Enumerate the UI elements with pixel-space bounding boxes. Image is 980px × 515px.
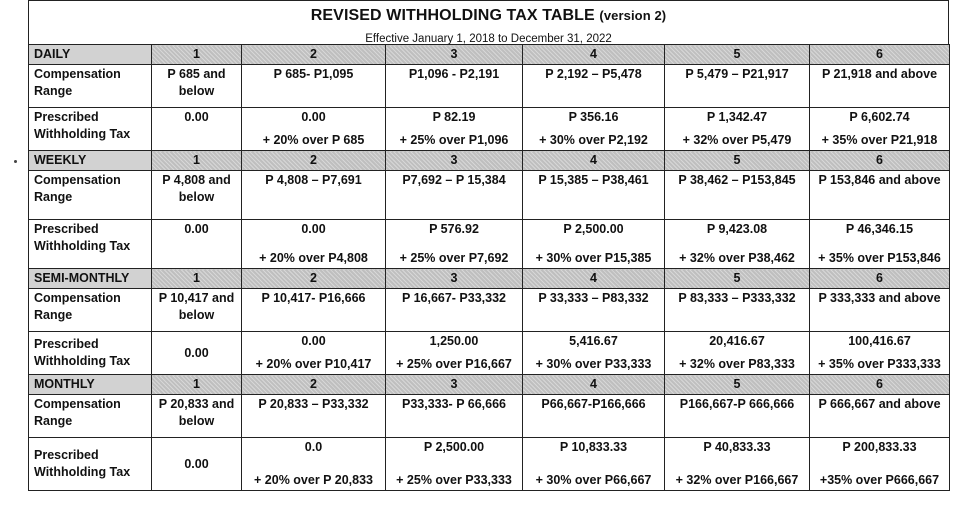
withholding-tax-row bbox=[29, 438, 950, 491]
compensation-range-cell: P 16,667- P33,332 bbox=[386, 289, 523, 332]
label-line-1: Compensation bbox=[34, 397, 121, 411]
tax-formula bbox=[526, 439, 661, 489]
compensation-range-cell: P66,667-P166,666 bbox=[523, 395, 665, 438]
tax-formula bbox=[389, 221, 519, 267]
withholding-tax-cell bbox=[523, 220, 665, 269]
tax-base: P 46,346.15 bbox=[845, 222, 914, 236]
withholding-tax-cell bbox=[386, 108, 523, 151]
compensation-range-cell: P 5,479 – P21,917 bbox=[665, 65, 810, 108]
withholding-tax-cell bbox=[810, 438, 950, 491]
tax-formula bbox=[245, 109, 382, 149]
compensation-range-cell: P33,333- P 66,666 bbox=[386, 395, 523, 438]
bracket-number: 2 bbox=[242, 375, 386, 395]
bracket-number: 5 bbox=[665, 151, 810, 171]
withholding-tax-cell bbox=[810, 332, 950, 375]
withholding-tax-cell bbox=[665, 108, 810, 151]
tax-rate: + 32% over P83,333 bbox=[679, 357, 795, 371]
bracket-number: 3 bbox=[386, 269, 523, 289]
tax-rate: + 30% over P33,333 bbox=[535, 357, 652, 371]
tax-base: P 10,833.33 bbox=[559, 440, 628, 454]
bracket-number: 6 bbox=[810, 151, 950, 171]
bracket-number: 5 bbox=[665, 269, 810, 289]
tax-base: 0.00 bbox=[301, 222, 326, 236]
section-header-monthly bbox=[29, 375, 950, 395]
bracket-number: 6 bbox=[810, 375, 950, 395]
tax-formula bbox=[389, 333, 519, 373]
label-line-2: Range bbox=[34, 190, 73, 204]
tax-base: P 82.19 bbox=[432, 110, 476, 124]
tax-rate: + 30% over P66,667 bbox=[535, 473, 652, 487]
compensation-range-row bbox=[29, 65, 950, 108]
withholding-tax-cell bbox=[810, 108, 950, 151]
tax-base: 0.00 bbox=[184, 456, 209, 471]
tax-base: P 6,602.74 bbox=[849, 110, 910, 124]
withholding-tax-row bbox=[29, 332, 950, 375]
section-name: WEEKLY bbox=[29, 151, 152, 171]
compensation-range-cell: P 20,833 – P33,332 bbox=[242, 395, 386, 438]
tax-formula bbox=[245, 333, 382, 373]
compensation-range-cell: P 33,333 – P83,332 bbox=[523, 289, 665, 332]
compensation-range-row bbox=[29, 171, 950, 220]
bracket-number: 5 bbox=[665, 45, 810, 65]
bracket-number: 1 bbox=[152, 151, 242, 171]
tax-rate: + 20% over P4,808 bbox=[259, 251, 368, 265]
withholding-tax-cell bbox=[523, 108, 665, 151]
withholding-tax-cell bbox=[810, 220, 950, 269]
compensation-range-cell: P 333,333 and above bbox=[810, 289, 950, 332]
withholding-tax-cell bbox=[152, 438, 242, 491]
tax-base: P 1,342.47 bbox=[706, 110, 768, 124]
bracket-number: 4 bbox=[523, 375, 665, 395]
compensation-range-cell: P 38,462 – P153,845 bbox=[665, 171, 810, 220]
tax-formula bbox=[813, 221, 946, 267]
label-line-2: Withholding Tax bbox=[34, 465, 131, 479]
compensation-range-cell: P 21,918 and above bbox=[810, 65, 950, 108]
tax-rate: + 25% over P1,096 bbox=[399, 133, 509, 147]
tax-base: P 2,500.00 bbox=[423, 440, 485, 454]
tax-base: P 9,423.08 bbox=[706, 222, 768, 236]
withholding-tax-cell bbox=[523, 438, 665, 491]
compensation-range-cell: P 153,846 and above bbox=[810, 171, 950, 220]
label-line-1: Prescribed bbox=[34, 222, 99, 236]
bracket-number: 2 bbox=[242, 45, 386, 65]
title-box bbox=[28, 0, 949, 44]
title-text: REVISED WITHHOLDING TAX TABLE bbox=[310, 7, 595, 24]
tax-base: 0.00 bbox=[184, 110, 209, 124]
tax-formula bbox=[526, 109, 661, 149]
bracket-number: 3 bbox=[386, 375, 523, 395]
tax-base: 0.00 bbox=[301, 110, 326, 124]
label-line-1: Prescribed bbox=[34, 110, 99, 124]
tax-rate: + 35% over P153,846 bbox=[818, 251, 941, 265]
label-line-2: Range bbox=[34, 414, 73, 428]
tax-rate: + 35% over P21,918 bbox=[821, 133, 938, 147]
tax-rate: + 25% over P7,692 bbox=[399, 251, 509, 265]
compensation-range-cell: P 685- P1,095 bbox=[242, 65, 386, 108]
withholding-tax-label bbox=[29, 438, 152, 491]
effective-date: Effective January 1, 2018 to December 31, 2022 bbox=[365, 33, 612, 45]
compensation-range-row bbox=[29, 289, 950, 332]
withholding-tax-table bbox=[28, 44, 950, 491]
compensation-range-cell: P 2,192 – P5,478 bbox=[523, 65, 665, 108]
version-text: (version 2) bbox=[599, 8, 667, 23]
tax-base: 0.0 bbox=[304, 440, 323, 454]
withholding-tax-cell bbox=[386, 220, 523, 269]
label-line-2: Withholding Tax bbox=[34, 127, 131, 141]
bracket-number: 1 bbox=[152, 269, 242, 289]
tax-rate: + 30% over P2,192 bbox=[539, 133, 648, 147]
tax-base: P 356.16 bbox=[568, 110, 619, 124]
compensation-range-cell: P 685 and below bbox=[152, 65, 242, 108]
tax-base: 1,250.00 bbox=[429, 334, 479, 348]
tax-formula bbox=[813, 333, 946, 373]
tax-base: 0.00 bbox=[301, 334, 326, 348]
label-line-2: Range bbox=[34, 308, 73, 322]
bracket-number: 1 bbox=[152, 45, 242, 65]
tax-formula bbox=[526, 333, 661, 373]
compensation-range-cell: P 15,385 – P38,461 bbox=[523, 171, 665, 220]
withholding-tax-cell bbox=[152, 108, 242, 151]
tax-formula bbox=[813, 439, 946, 489]
tax-base: P 576.92 bbox=[429, 222, 479, 236]
label-line-2: Withholding Tax bbox=[34, 354, 131, 368]
compensation-range-cell: P 4,808 and below bbox=[152, 171, 242, 220]
section-header-daily bbox=[29, 45, 950, 65]
bracket-number: 2 bbox=[242, 269, 386, 289]
tax-rate: + 20% over P 685 bbox=[262, 133, 365, 147]
withholding-tax-label bbox=[29, 332, 152, 375]
tax-rate: + 30% over P15,385 bbox=[535, 251, 652, 265]
tax-base: P 40,833.33 bbox=[703, 440, 771, 454]
compensation-range-cell: P 10,417 and below bbox=[152, 289, 242, 332]
withholding-tax-cell bbox=[242, 108, 386, 151]
label-line-2: Withholding Tax bbox=[34, 239, 131, 253]
tax-rate: + 25% over P33,333 bbox=[396, 473, 512, 487]
bracket-number: 4 bbox=[523, 269, 665, 289]
bracket-number: 3 bbox=[386, 45, 523, 65]
page-title bbox=[29, 7, 948, 25]
tax-formula bbox=[389, 109, 519, 149]
compensation-range-label bbox=[29, 65, 152, 108]
withholding-tax-cell bbox=[665, 332, 810, 375]
bracket-number: 3 bbox=[386, 151, 523, 171]
withholding-tax-cell bbox=[242, 220, 386, 269]
tax-formula bbox=[668, 333, 806, 373]
tax-rate: +35% over P666,667 bbox=[819, 473, 940, 487]
tax-formula bbox=[526, 221, 661, 267]
tax-rate: + 25% over P16,667 bbox=[396, 357, 512, 371]
tax-rate: + 32% over P166,667 bbox=[675, 473, 799, 487]
label-line-2: Range bbox=[34, 84, 73, 98]
withholding-tax-cell bbox=[242, 332, 386, 375]
compensation-range-cell: P 10,417- P16,666 bbox=[242, 289, 386, 332]
withholding-tax-label bbox=[29, 220, 152, 269]
tax-formula bbox=[245, 439, 382, 489]
compensation-range-cell: P 20,833 and below bbox=[152, 395, 242, 438]
section-name: SEMI-MONTHLY bbox=[29, 269, 152, 289]
compensation-range-label bbox=[29, 395, 152, 438]
withholding-tax-cell bbox=[152, 332, 242, 375]
bracket-number: 1 bbox=[152, 375, 242, 395]
section-header-semi-monthly bbox=[29, 269, 950, 289]
tax-rate: + 20% over P10,417 bbox=[255, 357, 372, 371]
tax-formula bbox=[813, 109, 946, 149]
compensation-range-row bbox=[29, 395, 950, 438]
bracket-number: 6 bbox=[810, 45, 950, 65]
tax-base: 5,416.67 bbox=[569, 334, 618, 348]
withholding-tax-label bbox=[29, 108, 152, 151]
compensation-range-cell: P 83,333 – P333,332 bbox=[665, 289, 810, 332]
compensation-range-label bbox=[29, 171, 152, 220]
tax-base: 20,416.67 bbox=[709, 334, 765, 348]
tax-formula bbox=[389, 439, 519, 489]
tax-base: 100,416.67 bbox=[848, 334, 911, 348]
tax-rate: + 20% over P 20,833 bbox=[254, 473, 373, 487]
compensation-range-label bbox=[29, 289, 152, 332]
withholding-tax-cell bbox=[242, 438, 386, 491]
bracket-number: 6 bbox=[810, 269, 950, 289]
section-header-weekly bbox=[29, 151, 950, 171]
withholding-tax-cell bbox=[152, 220, 242, 269]
tax-base: 0.00 bbox=[184, 345, 209, 360]
tax-rate: + 32% over P5,479 bbox=[682, 133, 792, 147]
bracket-number: 4 bbox=[523, 45, 665, 65]
tax-base: 0.00 bbox=[184, 222, 209, 236]
tax-base: P 200,833.33 bbox=[842, 440, 917, 454]
withholding-tax-cell bbox=[386, 332, 523, 375]
scan-mark bbox=[14, 160, 17, 163]
section-name: MONTHLY bbox=[29, 375, 152, 395]
tax-base: P 2,500.00 bbox=[563, 222, 624, 236]
label-line-1: Prescribed bbox=[34, 337, 99, 351]
withholding-tax-cell bbox=[523, 332, 665, 375]
label-line-1: Compensation bbox=[34, 67, 121, 81]
label-line-1: Compensation bbox=[34, 173, 121, 187]
withholding-tax-cell bbox=[665, 220, 810, 269]
compensation-range-cell: P166,667-P 666,666 bbox=[665, 395, 810, 438]
bracket-number: 5 bbox=[665, 375, 810, 395]
withholding-tax-row bbox=[29, 108, 950, 151]
tax-rate: + 32% over P38,462 bbox=[679, 251, 795, 265]
withholding-tax-cell bbox=[386, 438, 523, 491]
tax-formula bbox=[245, 221, 382, 267]
tax-formula bbox=[668, 439, 806, 489]
label-line-1: Prescribed bbox=[34, 448, 99, 462]
compensation-range-cell: P 666,667 and above bbox=[810, 395, 950, 438]
section-name: DAILY bbox=[29, 45, 152, 65]
tax-formula bbox=[668, 109, 806, 149]
compensation-range-cell: P1,096 - P2,191 bbox=[386, 65, 523, 108]
bracket-number: 4 bbox=[523, 151, 665, 171]
withholding-tax-row bbox=[29, 220, 950, 269]
tax-formula bbox=[668, 221, 806, 267]
label-line-1: Compensation bbox=[34, 291, 121, 305]
withholding-tax-cell bbox=[665, 438, 810, 491]
tax-rate: + 35% over P333,333 bbox=[818, 357, 941, 371]
bracket-number: 2 bbox=[242, 151, 386, 171]
compensation-range-cell: P 4,808 – P7,691 bbox=[242, 171, 386, 220]
compensation-range-cell: P7,692 – P 15,384 bbox=[386, 171, 523, 220]
